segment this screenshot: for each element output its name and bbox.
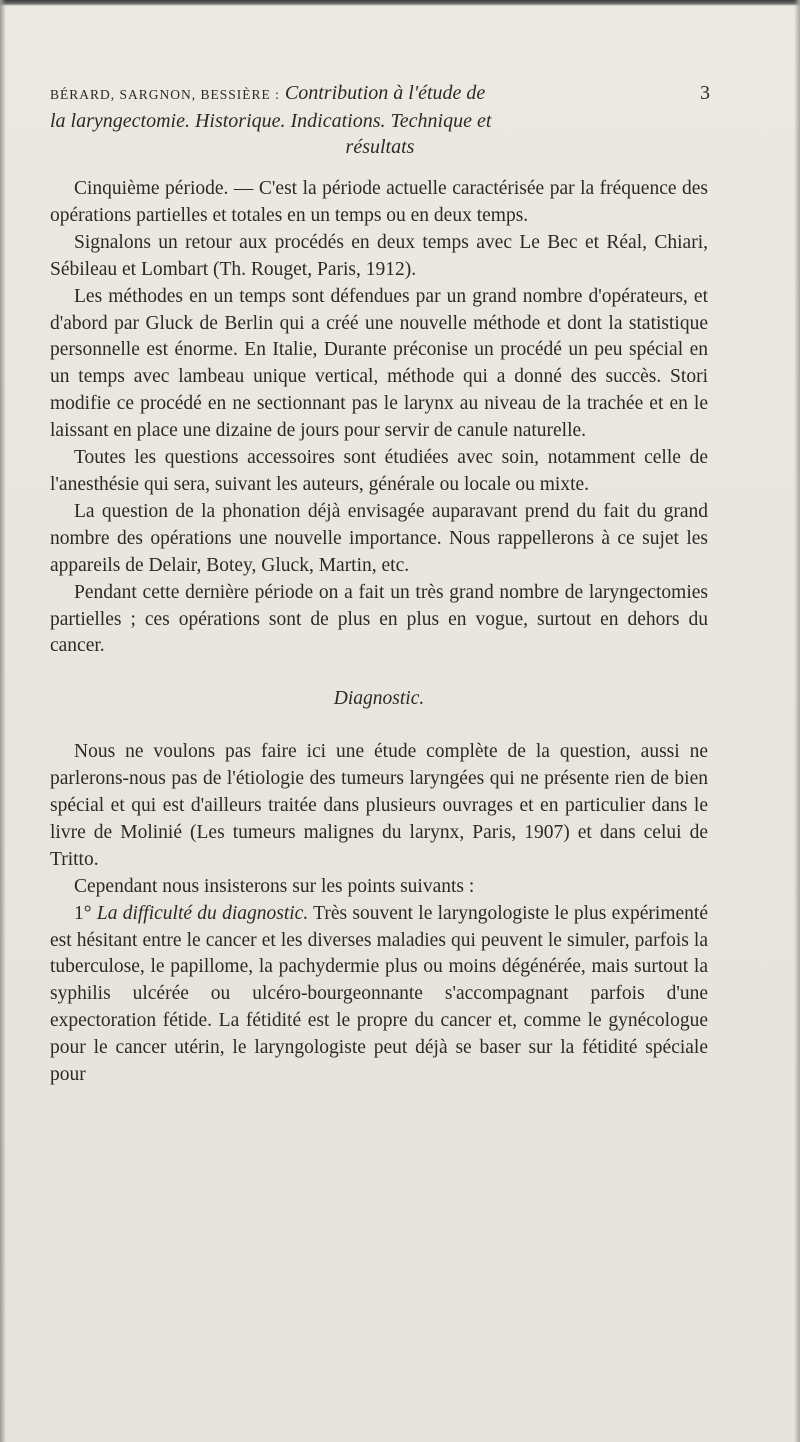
running-header <box>50 80 710 160</box>
header-title-part2: la laryngectomie. Historique. Indications. Technique et <box>50 110 492 132</box>
point-1-number: 1° <box>74 902 92 924</box>
paragraph-points-suivants: Cependant nous insisterons sur les points suivants : <box>74 875 475 897</box>
point-1-heading: La difficulté du diagnostic. <box>96 902 309 924</box>
header-authors: BÉRARD, SARGNON, BESSIÈRE : <box>50 87 280 102</box>
header-line-1 <box>50 80 710 108</box>
page-left-edge <box>0 0 6 1442</box>
paragraph-cinquieme-periode: Cinquième période. — C'est la période actuelle caractérisée par la fréquence des opérations partielles et totales en un temps ou en deux temps. <box>50 178 708 226</box>
page-number: 3 <box>700 82 710 104</box>
page-top-shadow <box>0 0 800 6</box>
paragraph-phonation: La question de la phonation déjà envisagée auparavant prend du fait du grand nombre des opérations une nouvelle importance. Nous rappellerons à ce sujet les appareils de Delair, Botey, Gluck, Martin, etc. <box>50 500 708 576</box>
header-title-part3: résultats <box>345 136 415 158</box>
page-body <box>50 176 708 1089</box>
point-1-text: Très souvent le laryngologiste le plus expérimenté est hésitant entre le cancer et les diverses maladies qui peuvent le simuler, parfois la tuberculose, le papillome, la pachydermie plus ou moins dégénérée, mais surtout la syphilis ulcérée ou ulcéro-bourgeonnante s'accompagnant parfois d'une expectoration fétide. La fétidité est le propre du cancer et, comme le gynécologue pour le cancer utérin, le laryngologiste peut déjà se baser sur la fétidité spéciale pour <box>50 902 708 1086</box>
section-title-diagnostic: Diagnostic. <box>333 688 425 710</box>
page-right-edge <box>794 0 800 1442</box>
paragraph-signalons: Signalons un retour aux procédés en deux temps avec Le Bec et Réal, Chiari, Sébileau et Lombart (Th. Rouget, Paris, 1912). <box>50 231 708 280</box>
paragraph-laryngectomies-partielles: Pendant cette dernière période on a fait un très grand nombre de laryngectomies partielles ; ces opérations sont de plus en plus en vogue, surtout en dehors du cancer. <box>50 581 708 657</box>
paragraph-etude-complete: Nous ne voulons pas faire ici une étude complète de la question, aussi ne parlerons-nous pas de l'étiologie des tumeurs laryngées qui ne présente rien de bien spécial et qui est d'ailleurs traitée dans plusieurs ouvrages et en particulier dans le livre de Molinié (Les tumeurs malignes du larynx, Paris, 1907) et dans celui de Tritto. <box>50 741 708 870</box>
header-title-line <box>50 80 485 108</box>
header-title-part1: Contribution à l'étude de <box>284 82 486 104</box>
paragraph-methodes: Les méthodes en un temps sont défendues par un grand nombre d'opérateurs, et d'abord par Gluck de Berlin qui a créé une nouvelle méthode et dont la statistique personnelle est énorme. En Italie, Durante préconise un procédé un peu spécial en un temps avec lambeau unique vertical, méthode qui a donné des succès. Stori modifie ce procédé en ne sectionnant pas le larynx au niveau de la trachée et en le laissant en place une dizaine de jours pour servir de canule naturelle. <box>50 285 708 442</box>
paragraph-questions-accessoires: Toutes les questions accessoires sont étudiées avec soin, notamment celle de l'anesthésie qui sera, suivant les auteurs, générale ou locale ou mixte. <box>50 447 708 495</box>
paragraph-point-1 <box>50 901 708 1089</box>
